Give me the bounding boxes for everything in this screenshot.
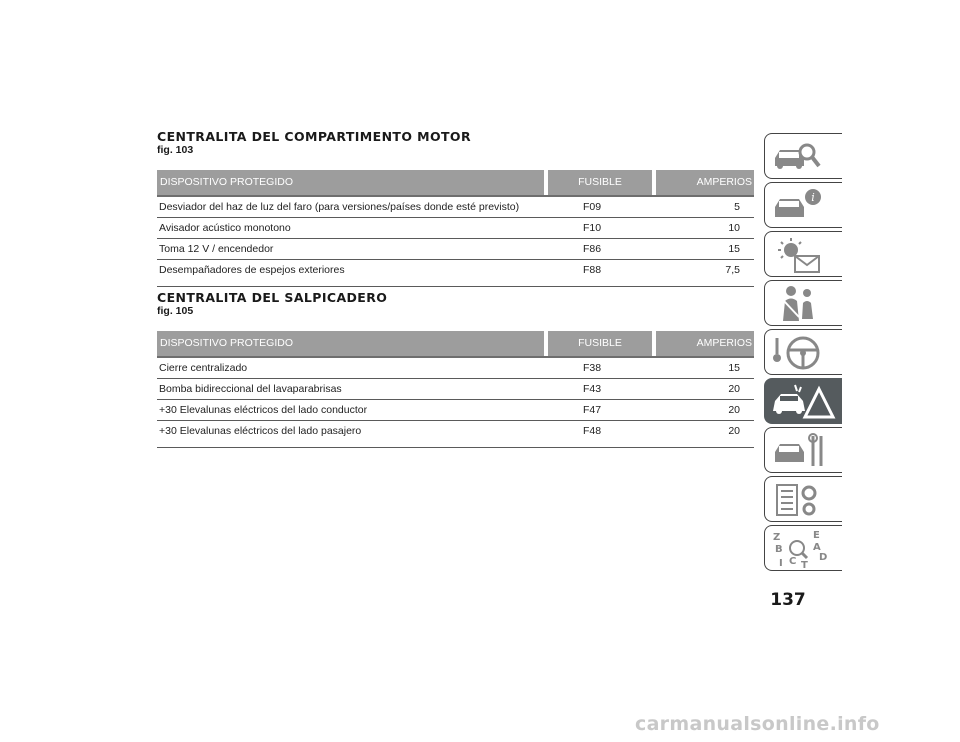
svg-text:i: i <box>811 191 815 204</box>
header-fuse: FUSIBLE <box>544 331 656 356</box>
cell-fuse: F09 <box>582 201 602 213</box>
table-row <box>157 358 754 379</box>
table-row <box>157 218 754 239</box>
header-device: DISPOSITIVO PROTEGIDO <box>157 331 544 356</box>
steering-wheel-icon <box>769 332 839 374</box>
index-letter: C <box>789 556 797 567</box>
chapter-tab-warning-lights[interactable] <box>764 231 842 277</box>
cell-device: Bomba bidireccional del lavaparabrisas <box>159 383 342 395</box>
table-end-rule <box>157 447 754 448</box>
cell-amperes: 15 <box>728 362 740 374</box>
cell-amperes: 7,5 <box>725 264 740 276</box>
cell-fuse: F10 <box>582 222 602 234</box>
header-amperes: AMPERIOS <box>696 176 752 188</box>
alphabetical-index-icon <box>769 528 839 570</box>
table-header <box>157 331 754 358</box>
cell-device: Desempañadores de espejos exteriores <box>159 264 345 276</box>
chapter-tab-safety[interactable] <box>764 280 842 326</box>
cell-device: Avisador acústico monotono <box>159 222 291 234</box>
specifications-icon <box>769 479 839 521</box>
cell-device: Cierre centralizado <box>159 362 248 374</box>
cell-fuse: F86 <box>582 243 602 255</box>
section-title: CENTRALITA DEL COMPARTIMENTO MOTOR <box>157 129 471 144</box>
table-row <box>157 197 754 218</box>
car-search-icon <box>769 136 839 178</box>
table-end-rule <box>157 286 754 287</box>
cell-device: +30 Elevalunas eléctricos del lado pasajero <box>159 425 362 437</box>
cell-amperes: 20 <box>728 404 740 416</box>
cell-fuse: F43 <box>582 383 602 395</box>
index-letter: Z <box>773 532 781 543</box>
index-letter: A <box>813 542 821 553</box>
index-letter: D <box>819 552 828 563</box>
section-title: CENTRALITA DEL SALPICADERO <box>157 290 388 305</box>
chapter-tab-driving[interactable] <box>764 329 842 375</box>
chapter-tab-maintenance[interactable] <box>764 427 842 473</box>
chapter-tab-emergency[interactable] <box>764 378 842 424</box>
cell-fuse: F48 <box>582 425 602 437</box>
header-device: DISPOSITIVO PROTEGIDO <box>157 170 544 195</box>
page-number: 137 <box>770 590 806 610</box>
table-row <box>157 400 754 421</box>
chapter-tab-safety-info[interactable] <box>764 182 842 228</box>
index-letter: I <box>779 558 783 569</box>
cell-amperes: 15 <box>728 243 740 255</box>
chapter-tab-dashboard[interactable] <box>764 133 842 179</box>
cell-amperes: 20 <box>728 383 740 395</box>
index-letter: B <box>775 544 783 555</box>
seatbelt-icon <box>769 283 839 325</box>
fuse-table <box>157 170 754 287</box>
car-info-icon <box>769 185 839 227</box>
index-letter: E <box>813 530 820 541</box>
table-row <box>157 379 754 400</box>
section-engine-fuse-box <box>157 130 754 287</box>
chapter-tab-sidebar <box>764 133 842 574</box>
car-breakdown-warning-icon <box>769 381 839 423</box>
warning-lights-icon <box>769 234 839 276</box>
figure-reference: fig. 105 <box>157 305 194 317</box>
section-dashboard-fuse-box <box>157 291 754 448</box>
cell-amperes: 20 <box>728 425 740 437</box>
cell-device: Desviador del haz de luz del faro (para versiones/países donde esté previsto) <box>159 201 520 213</box>
table-row <box>157 239 754 260</box>
cell-amperes: 10 <box>728 222 740 234</box>
car-maintenance-icon <box>769 430 839 472</box>
cell-device: Toma 12 V / encendedor <box>159 243 274 255</box>
index-letter: T <box>801 560 808 570</box>
chapter-tab-index[interactable] <box>764 525 842 571</box>
header-amperes: AMPERIOS <box>696 337 752 349</box>
fuse-table <box>157 331 754 448</box>
cell-fuse: F38 <box>582 362 602 374</box>
chapter-tab-technical-data[interactable] <box>764 476 842 522</box>
table-row <box>157 421 754 441</box>
figure-reference: fig. 103 <box>157 144 194 156</box>
table-row <box>157 260 754 280</box>
cell-amperes: 5 <box>734 201 740 213</box>
cell-device: +30 Elevalunas eléctricos del lado conductor <box>159 404 368 416</box>
site-watermark: carmanualsonline.info <box>635 713 880 735</box>
table-header <box>157 170 754 197</box>
header-fuse: FUSIBLE <box>544 170 656 195</box>
cell-fuse: F88 <box>582 264 602 276</box>
cell-fuse: F47 <box>582 404 602 416</box>
